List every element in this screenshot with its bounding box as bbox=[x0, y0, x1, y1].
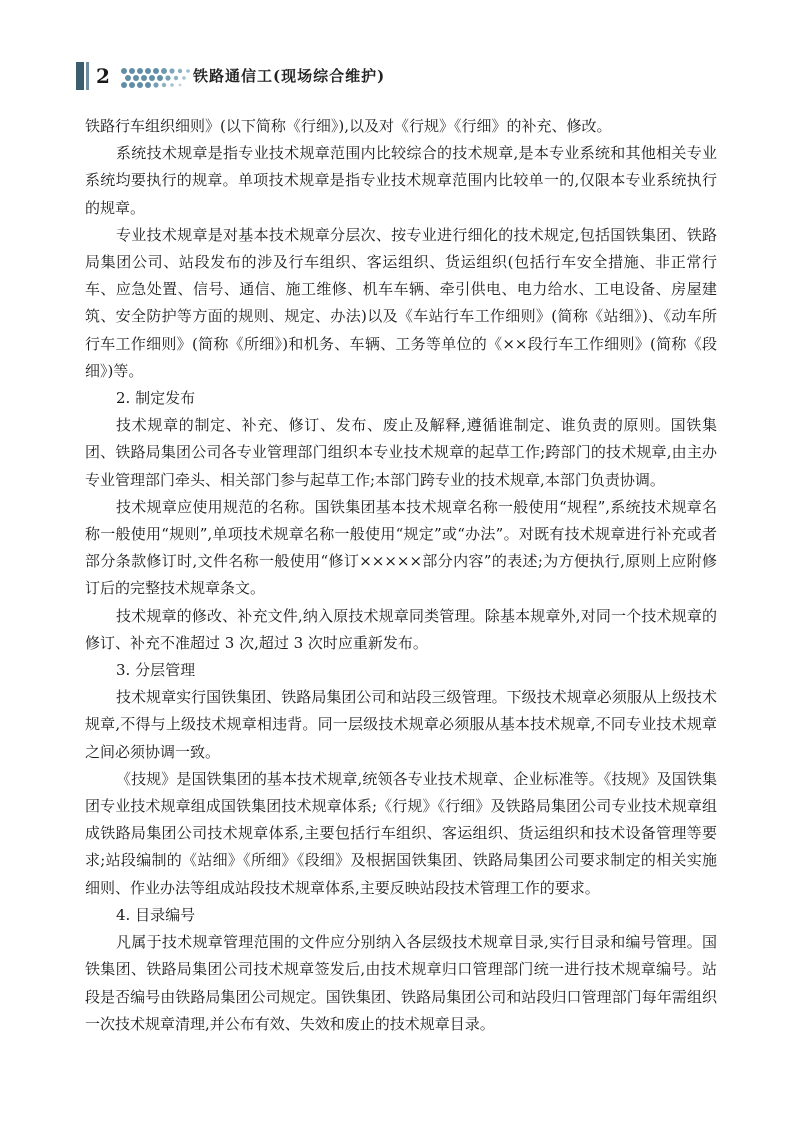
paragraph-continued: 铁路行车组织细则》(以下简称《行细》),以及对《行规》《行细》的补充、修改。 bbox=[85, 117, 612, 135]
paragraph-formulation-principle: 技术规章的制定、补充、修订、发布、废止及解释,遵循谁制定、谁负责的原则。国铁集团、铁路局集团公司各专业管理部门组织本专业技术规章的起草工作;跨部门的技术规章,由主办专业管理部门牵头、相关部门参与起草工作;本部门跨专业的技术规章,本部门负责协调。 bbox=[85, 416, 717, 489]
section-heading-formulation: 2. 制定发布 bbox=[116, 389, 196, 408]
paragraph-professional-regulations: 专业技术规章是对基本技术规章分层次、按专业进行细化的技术规定,包括国铁集团、铁路局集团公司、站段发布的涉及行车组织、客运组织、货运组织(包括行车安全措施、非正常行车、应急处置、信号、通信、施工维修、机车车辆、牵引供电、电力给水、工电设备、房屋建筑、安全防护等方面的规则、规定、办法)以及《车站行车工作细则》(简称《站细》)、《动车所行车工作细则》(简称《所细》)和机务、车辆、工务等单位的《××段行车工作细则》(简称《段细》)等。 bbox=[85, 225, 717, 380]
paragraph-naming: 技术规章应使用规范的名称。国铁集团基本技术规章名称一般使用“规程”,系统技术规章名称一般使用“规则”,单项技术规章名称一般使用“规定”或“办法”。对既有技术规章进行补充或者部分条款修订时,文件名称一般使用“修订×××××部分内容”的表述;为方便执行,原则上应附修订后的完整技术规章条文。 bbox=[85, 497, 717, 598]
paragraph-regulation-system: 《技规》是国铁集团的基本技术规章,统领各专业技术规章、企业标准等。《技规》及国铁集团专业技术规章组成国铁集团技术规章体系;《行规》《行细》及铁路局集团公司专业技术规章组成铁路局集团公司技术规章体系,主要包括行车组织、客运组织、货运组织和技术设备管理等要求;站段编制的《站细》《所细》《段细》及根据国铁集团、铁路局集团公司要求制定的相关实施细则、作业办法等组成站段技术规章体系,主要反映站段技术管理工作的要求。 bbox=[85, 769, 717, 897]
paragraph-catalog-numbering: 凡属于技术规章管理范围的文件应分别纳入各层级技术规章目录,实行目录和编号管理。国铁集团、铁路局集团公司技术规章签发后,由技术规章归口管理部门统一进行技术规章编号。站段是否编号由铁路局集团公司规定。国铁集团、铁路局集团公司和站段归口管理部门每年需组织一次技术规章清理,并公布有效、失效和废止的技术规章目录。 bbox=[85, 933, 717, 1033]
section-heading-hierarchy: 3. 分层管理 bbox=[116, 661, 196, 680]
page-body bbox=[85, 113, 717, 1038]
section-heading-catalog: 4. 目录编号 bbox=[116, 905, 196, 924]
paragraph-system-regulations: 系统技术规章是指专业技术规章范围内比较综合的技术规章,是本专业系统和其他相关专业系统均要执行的规章。单项技术规章是指专业技术规章范围内比较单一的,仅限本专业系统执行的规章。 bbox=[85, 144, 717, 217]
paragraph-revisions: 技术规章的修改、补充文件,纳入原技术规章同类管理。除基本规章外,对同一个技术规章的修订、补充不准超过 3 次,超过 3 次时应重新发布。 bbox=[85, 606, 717, 652]
header-bar-thin-decoration bbox=[86, 62, 89, 90]
paragraph-three-level-management: 技术规章实行国铁集团、铁路局集团公司和站段三级管理。下级技术规章必须服从上级技术规章,不得与上级技术规章相违背。同一层级技术规章必须服从基本技术规章,不同专业技术规章之间必须协调一致。 bbox=[85, 688, 717, 761]
page-number: 2 bbox=[96, 64, 110, 88]
page-header bbox=[76, 62, 726, 92]
running-header-title: 铁路通信工(现场综合维护) bbox=[193, 67, 386, 85]
header-bar-decoration bbox=[76, 62, 84, 90]
